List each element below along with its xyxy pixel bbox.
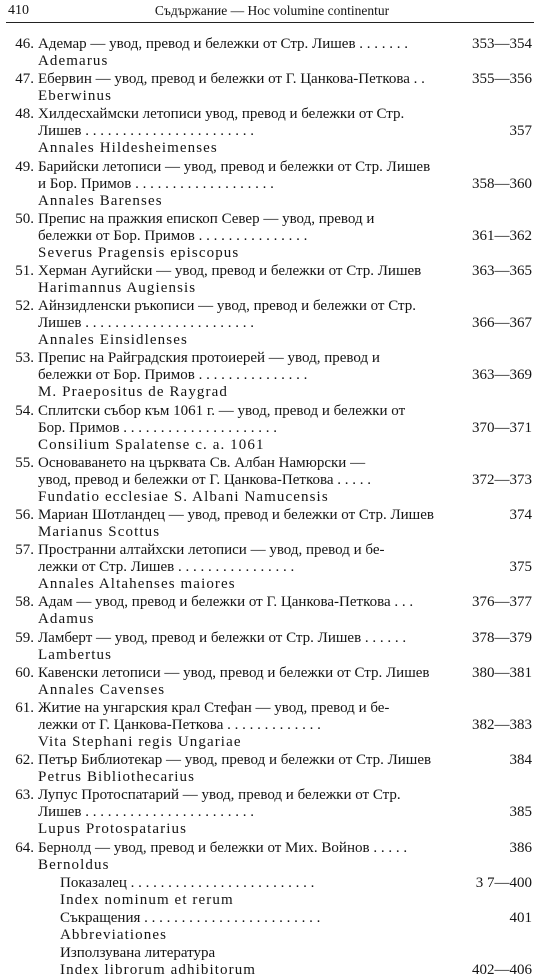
entry-number: 59.: [15, 629, 34, 646]
entry-title-line: Адемар — увод, превод и бележки от Стр. Лишев . . . . . . .: [38, 36, 409, 52]
entry-title-line: Бернолд — увод, превод и бележки от Мих. Войнов . . . . .: [38, 839, 408, 856]
entry-pages: 372—373: [472, 471, 532, 488]
entry-number: 49.: [15, 158, 34, 175]
appendix-label: Използувана литература: [60, 945, 216, 962]
entry-title-line: Мариан Шотландец — увод, превод и бележки от Стр. Лишев: [38, 507, 434, 523]
entry-pages: 370—371: [472, 419, 532, 436]
entry-latin-title: Petrus Bibliothecarius: [38, 769, 196, 786]
page-number: 410: [8, 3, 29, 18]
entry-latin-title: Ademarus: [38, 53, 109, 69]
appendix-latin: Index nominum et rerum: [60, 891, 234, 908]
entry-latin-title: Eberwinus: [38, 88, 113, 105]
appendix-pages: 402—406: [472, 962, 532, 979]
entry-title-line: Барийски летописи — увод, превод и бележки от Стр. Лишев: [38, 158, 431, 175]
entry-title-line: Ебервин — увод, превод и бележки от Г. Цанкова-Петкова . .: [38, 71, 425, 88]
entry-title-line: Основаването на църквата Св. Албан Намюрски —: [38, 454, 366, 471]
entry-number: 61.: [15, 700, 34, 716]
entry-number: 62.: [15, 752, 34, 769]
running-title: Съдържание — Hoc volumine continentur: [154, 3, 390, 18]
entry-title-line: Петър Библиотекар — увод, превод и бележки от Стр. Лишев: [38, 752, 432, 769]
entry-title-line: лежки от Г. Цанкова-Петкова . . . . . . . . . . . . .: [38, 717, 321, 733]
entry-title-line: Лупус Протоспатарий — увод, превод и бележки от Стр.: [38, 787, 401, 804]
appendix-pages: 401: [509, 910, 532, 926]
entry-pages: 353—354: [472, 36, 532, 52]
header-rule: [6, 22, 534, 23]
entry-latin-title: Consilium Spalatense c. a. 1061: [38, 436, 265, 453]
entry-pages: 357: [509, 123, 532, 140]
entry-title-line: увод, превод и бележки от Г. Цанкова-Петкова . . . . .: [38, 471, 372, 488]
entry-latin-title: Lambertus: [38, 646, 113, 663]
running-header: [0, 0, 544, 24]
entry-latin-title: Adamus: [38, 611, 95, 628]
appendix-latin: Index librorum adhibitorum: [60, 962, 257, 979]
entry-latin-title: Severus Pragensis episcopus: [38, 244, 240, 261]
entry-title-line: Житие на унгарския крал Стефан — увод, превод и бе-: [38, 700, 390, 716]
entry-number: 46.: [15, 36, 34, 52]
entry-number: 64.: [15, 839, 34, 856]
entry-title-line: Бор. Примов . . . . . . . . . . . . . . . . . . . . .: [38, 419, 278, 436]
entry-latin-title: Annales Hildesheimenses: [38, 140, 218, 157]
entry-pages: 376—377: [472, 594, 532, 611]
entry-pages: 363—365: [472, 263, 532, 279]
entry-title-line: Адам — увод, превод и бележки от Г. Цанкова-Петкова . . .: [38, 594, 414, 611]
appendix-pages: 3 7—400: [475, 874, 532, 891]
entry-title-line: Лишев . . . . . . . . . . . . . . . . . . . . . . .: [38, 804, 254, 821]
entry-title-line: Херман Аугийски — увод, превод и бележки от Стр. Лишев: [38, 263, 422, 279]
appendix-label: Съкращения . . . . . . . . . . . . . . . . . . . . . . . .: [60, 910, 321, 926]
entry-pages: 384: [509, 752, 532, 769]
entry-number: 63.: [15, 787, 34, 804]
entry-title-line: Айнзидленски ръкописи — увод, превод и бележки от Стр.: [38, 298, 417, 315]
appendix-latin: Abbreviationes: [60, 927, 168, 943]
entry-latin-title: Annales Einsidlenses: [38, 332, 188, 349]
entry-pages: 366—367: [472, 315, 532, 332]
entry-pages: 385: [509, 804, 532, 821]
entry-title-line: Лишев . . . . . . . . . . . . . . . . . . . . . . .: [38, 315, 254, 332]
entry-latin-title: Bernoldus: [38, 856, 110, 873]
entry-pages: 355—356: [472, 71, 532, 88]
entry-title-line: Препис на пражкия епископ Север — увод, превод и: [38, 210, 375, 227]
entry-pages: 375: [509, 559, 532, 576]
entry-number: 57.: [15, 542, 34, 559]
entry-number: 54.: [15, 402, 34, 419]
entry-number: 60.: [15, 664, 34, 681]
entry-number: 50.: [15, 210, 34, 227]
entry-pages: 382—383: [472, 717, 532, 733]
entry-title-line: бележки от Бор. Примов . . . . . . . . . . . . . . .: [38, 227, 308, 244]
entry-number: 51.: [15, 263, 34, 279]
appendix-label: Показалец . . . . . . . . . . . . . . . . . . . . . . . . .: [60, 874, 315, 891]
entry-latin-title: Vita Stephani regis Ungariae: [38, 734, 242, 750]
entry-latin-title: Harimannus Augiensis: [38, 280, 197, 296]
entry-title-line: бележки от Бор. Примов . . . . . . . . . . . . . . .: [38, 367, 308, 384]
entry-title-line: Хилдесхаймски летописи увод, превод и бележки от Стр.: [38, 106, 405, 123]
entry-latin-title: Annales Barenses: [38, 192, 163, 209]
entry-latin-title: Annales Cavenses: [38, 681, 166, 698]
entry-number: 58.: [15, 594, 34, 611]
entry-latin-title: Lupus Protospatarius: [38, 821, 188, 838]
entry-number: 47.: [15, 71, 34, 88]
entry-number: 55.: [15, 454, 34, 471]
entry-number: 52.: [15, 298, 34, 315]
entry-pages: 374: [509, 507, 532, 523]
entry-pages: 361—362: [472, 227, 532, 244]
entry-number: 48.: [15, 106, 34, 123]
entry-title-line: Ламберт — увод, превод и бележки от Стр. Лишев . . . . . .: [38, 629, 407, 646]
entry-pages: 380—381: [472, 664, 532, 681]
entry-number: 53.: [15, 350, 34, 367]
entry-number: 56.: [15, 507, 34, 523]
entry-latin-title: Marianus Scottus: [38, 524, 161, 540]
entry-title-line: Лишев . . . . . . . . . . . . . . . . . . . . . . .: [38, 123, 254, 140]
entry-pages: 378—379: [472, 629, 532, 646]
entry-title-line: Кавенски летописи — увод, превод и бележки от Стр. Лишев: [38, 664, 430, 681]
entry-latin-title: M. Praepositus de Raygrad: [38, 384, 228, 401]
entry-latin-title: Fundatio ecclesiae S. Albani Namucensis: [38, 488, 329, 505]
entry-pages: 386: [509, 839, 532, 856]
entry-title-line: лежки от Стр. Лишев . . . . . . . . . . . . . . . .: [38, 559, 295, 576]
entry-latin-title: Annales Altahenses maiores: [38, 576, 236, 593]
entry-pages: 358—360: [472, 175, 532, 192]
entry-title-line: Препис на Райградския протоиерей — увод, превод и: [38, 350, 380, 367]
entry-title-line: Сплитски събор към 1061 г. — увод, превод и бележки от: [38, 402, 406, 419]
entry-pages: 363—369: [472, 367, 532, 384]
entry-title-line: Пространни алтайхски летописи — увод, превод и бе-: [38, 542, 385, 559]
entry-title-line: и Бор. Примов . . . . . . . . . . . . . . . . . . .: [38, 175, 274, 192]
